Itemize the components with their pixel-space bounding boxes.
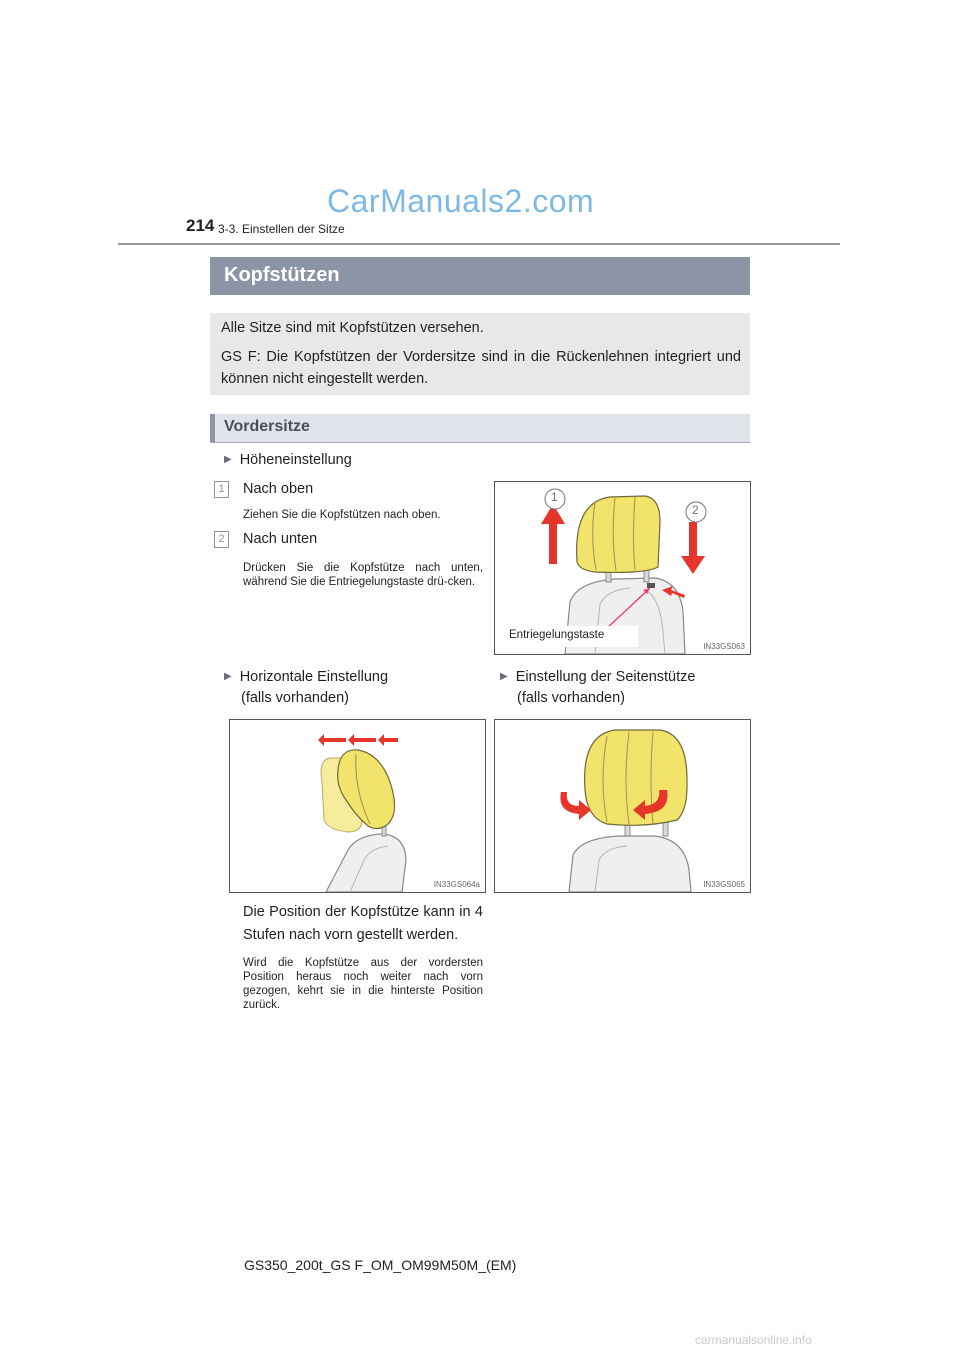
- item-down: [214, 530, 317, 548]
- release-label-box: [504, 626, 638, 647]
- arrow-left-icon: [378, 734, 398, 746]
- bullet-side: [500, 666, 695, 709]
- section-reference: 3-3. Einstellen der Sitze: [218, 222, 345, 236]
- figure-code: IN33GS065: [703, 880, 745, 889]
- bullet-side-label: Einstellung der Seitenstütze: [515, 669, 696, 685]
- section-title-bar: [210, 257, 750, 295]
- bullet-horizontal-label: Horizontale Einstellung: [239, 669, 389, 685]
- triangle-bullet-icon: ▶: [224, 671, 232, 682]
- intro-box: [210, 313, 750, 395]
- item-down-label: Nach unten: [243, 531, 318, 547]
- subheading: Vordersitze: [224, 418, 310, 435]
- triangle-bullet-icon: ▶: [500, 671, 508, 682]
- callout-2: 2: [692, 503, 699, 517]
- figure-side-adjust: [494, 719, 751, 893]
- page-number: 214: [186, 216, 215, 235]
- item-up-label: Nach oben: [243, 481, 314, 497]
- subheading-bar: [210, 414, 750, 443]
- arrow-down-icon: [681, 522, 705, 574]
- bullet-height: [224, 452, 352, 468]
- callout-1: 1: [551, 490, 558, 504]
- horizontal-description: Die Position der Kopfstütze kann in 4 Stufen nach vorn gestellt werden.: [243, 904, 483, 943]
- item-down-text: Drücken Sie die Kopfstütze nach unten, während Sie die Entriegelungstaste drü-cken.: [243, 562, 483, 588]
- item-up-text: Ziehen Sie die Kopfstützen nach oben.: [243, 509, 441, 521]
- intro-text-1: Alle Sitze sind mit Kopfstützen versehen.: [221, 320, 484, 336]
- footer-code: GS350_200t_GS F_OM_OM99M50M_(EM): [244, 1257, 517, 1273]
- triangle-bullet-icon: ▶: [224, 454, 232, 465]
- arrow-left-icon: [318, 734, 346, 746]
- bullet-horizontal-sub: (falls vorhanden): [241, 690, 349, 706]
- arrow-up-icon: [541, 504, 565, 564]
- item-up: [214, 480, 313, 498]
- release-button-label: Entriegelungstaste: [509, 629, 605, 641]
- figure-horizontal-adjust: [229, 719, 486, 893]
- figure-code: IN33GS063: [703, 642, 745, 651]
- intro-text-2: GS F: Die Kopfstützen der Vordersitze sind in die Rückenlehnen integriert und können nicht eingestellt werden.: [221, 349, 741, 387]
- bullet-height-label: Höheneinstellung: [239, 452, 352, 468]
- bullet-side-sub: (falls vorhanden): [517, 690, 625, 706]
- footer-watermark: carmanualsonline.info: [695, 1333, 812, 1347]
- headrest-horizontal-illustration: [230, 720, 485, 892]
- header-divider: [118, 243, 840, 245]
- number-badge-2: 2: [214, 531, 229, 548]
- section-title: Kopfstützen: [224, 264, 340, 286]
- figure-code: IN33GS064a: [433, 880, 480, 889]
- bullet-horizontal: [224, 666, 388, 709]
- headrest-side-illustration: [495, 720, 750, 892]
- watermark-logo: CarManuals2.com: [327, 183, 595, 219]
- arrow-left-icon: [348, 734, 376, 746]
- figure-height-adjust: [494, 481, 751, 655]
- number-badge-1: 1: [214, 481, 229, 498]
- horizontal-note: Wird die Kopfstütze aus der vordersten Position heraus noch weiter nach vorn gezogen, kehrt sie in die hinterste Position zurück.: [243, 957, 483, 1011]
